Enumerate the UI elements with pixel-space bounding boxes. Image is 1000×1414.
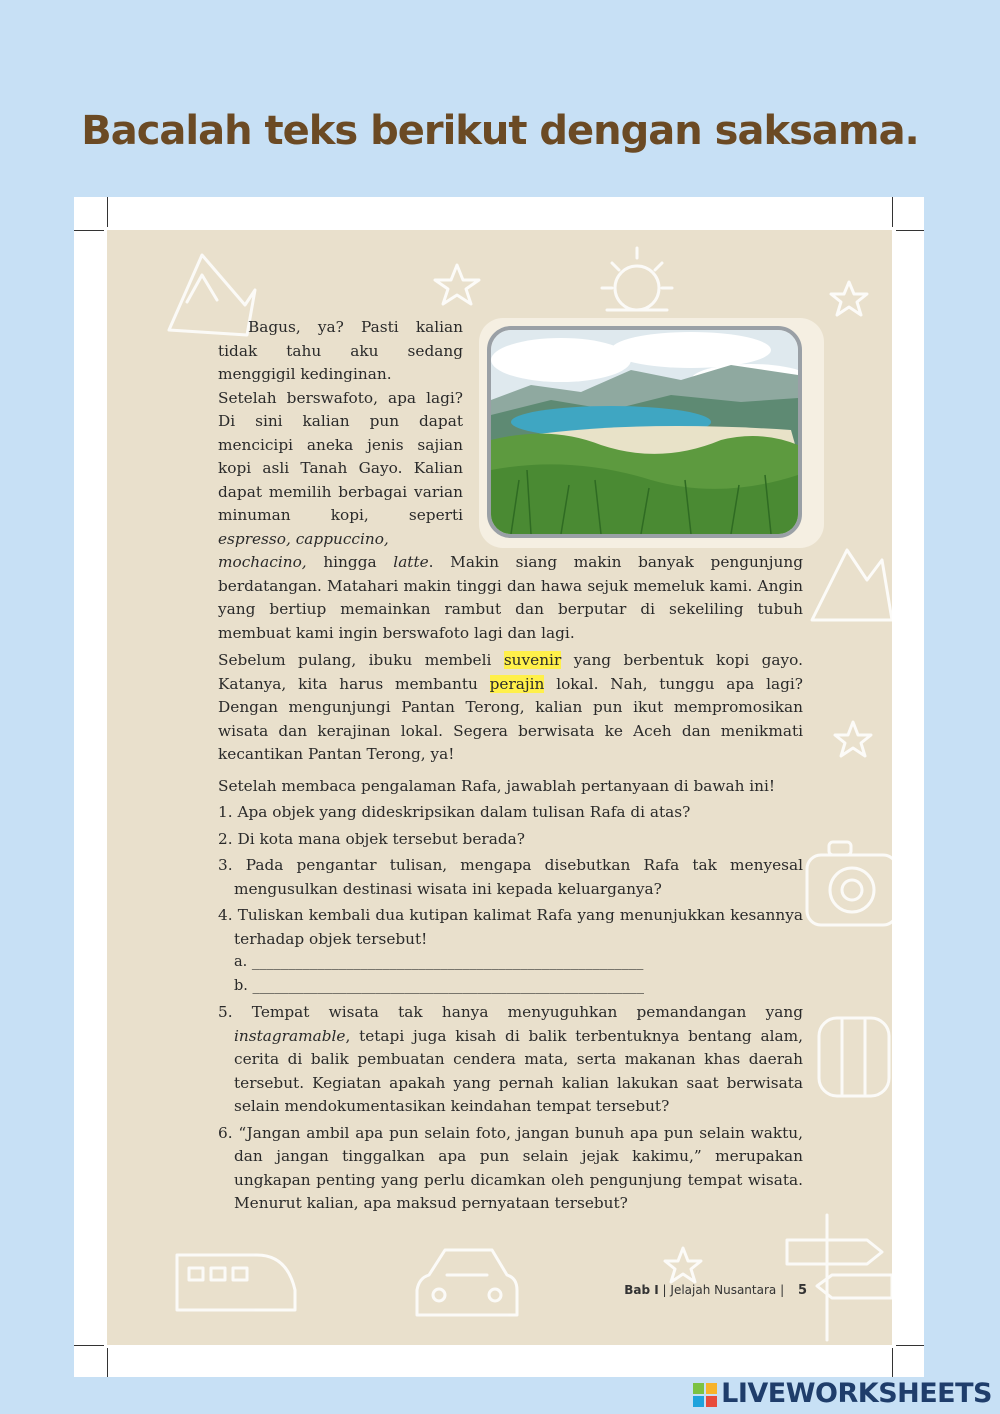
question-text-span: 5. Tempat wisata tak hanya menyuguhkan pemandangan yang <box>218 1003 803 1021</box>
story-paragraph-3 <box>218 649 803 767</box>
chapter-title: | Jelajah Nusantara | <box>662 1283 785 1297</box>
highlighted-word-suvenir: suvenir <box>503 651 562 669</box>
mountain-icon <box>812 550 892 620</box>
italic-term: latte <box>393 553 429 571</box>
star-icon <box>665 1248 701 1282</box>
crop-mark <box>107 1348 108 1377</box>
crop-mark <box>74 230 104 231</box>
brand-text: LIVEWORKSHEETS <box>721 1378 992 1409</box>
question-text-span: , tetapi juga kisah di balik terbentuknya bentang alam, cerita di balik pembuatan cendera mata, serta makanan khas daerah tersebut. Kegiatan apakah yang pernah kalian lakukan saat berwisata selain mendokumentasikan keindahan tempat tersebut? <box>234 1026 803 1115</box>
sun-icon <box>602 248 672 310</box>
story-text-span: yang berbentuk kopi gayo. Katanya, kita harus membantu <box>218 651 803 693</box>
story-text-span: Setelah berswafoto, apa lagi? Di sini kalian pun dapat mencicipi aneka jenis sajian kopi asli Tanah Gayo. Kalian dapat memilih berbagai varian minuman kopi, seperti <box>218 388 463 524</box>
question-4: 4. Tuliskan kembali dua kutipan kalimat Rafa yang menunjukkan kesannya terhadap objek tersebut! <box>218 906 803 948</box>
italic-term: espresso, <box>218 529 291 548</box>
page-footer <box>624 1283 807 1298</box>
liveworksheets-brand <box>693 1378 992 1409</box>
car-icon <box>417 1250 517 1315</box>
questions-section <box>218 775 803 1216</box>
story-paragraph-1: Bagus, ya? Pasti kalian tidak tahu aku sedang menggigil kedinginan. <box>218 318 463 383</box>
crop-mark <box>896 1345 924 1346</box>
book-page <box>107 230 892 1345</box>
italic-term: mochacino, <box>218 553 307 571</box>
answer-line-b[interactable]: b. ______________________________________________________ <box>234 977 645 994</box>
camera-icon <box>807 842 892 925</box>
crop-mark <box>892 197 893 227</box>
story-text <box>218 316 803 1216</box>
star-icon <box>835 722 871 756</box>
crop-mark <box>892 1348 893 1377</box>
story-text-span: hingga <box>323 553 377 571</box>
suitcase-icon <box>819 1018 889 1096</box>
star-icon <box>831 282 867 315</box>
story-text-span: . Makin siang makin banyak pengunjung berdatangan. Matahari makin tinggi dan hawa sejuk memeluk kami. Angin yang bertiup memainkan rambut dan berputar di sekeliling tubuh membuat kami ingin berswafoto lagi dan lagi. <box>218 553 803 642</box>
answer-line-a[interactable]: a. ______________________________________________________ <box>234 954 644 970</box>
liveworksheets-logo-icon <box>693 1383 717 1407</box>
train-icon <box>177 1255 295 1310</box>
crop-mark <box>107 197 108 227</box>
question-6: 6. “Jangan ambil apa pun selain foto, jangan bunuh apa pun selain waktu, dan jangan tinggalkan apa pun selain jejak kakimu,” merupakan ungkapan penting yang perlu dicamkan oleh pengunjung tempat wisata. Menurut kalian, apa maksud pernyataan tersebut? <box>218 1123 803 1212</box>
highlighted-word-perajin: perajin <box>489 674 545 693</box>
story-text-span: lokal. Nah, tunggu apa lagi? Dengan mengunjungi Pantan Terong, kalian pun ikut mempromosikan wisata dan kerajinan lokal. Segera berwisata ke Aceh dan menikmati kecantikan Pantan Terong, ya! <box>218 674 803 763</box>
story-paragraph-2-start <box>218 387 463 552</box>
italic-term: instagramable <box>234 1026 346 1045</box>
story-text-span: Sebelum pulang, ibuku membeli <box>218 651 492 669</box>
signpost-icon <box>787 1215 892 1340</box>
question-5 <box>218 1001 803 1119</box>
questions-intro: Setelah membaca pengalaman Rafa, jawablah pertanyaan di bawah ini! <box>218 776 776 795</box>
chapter-label: Bab I <box>624 1283 659 1297</box>
italic-term: cappuccino, <box>295 529 389 548</box>
story-paragraph-2-continued <box>218 551 803 645</box>
star-icon <box>435 265 479 304</box>
crop-mark <box>896 230 924 231</box>
question-1: 1. Apa objek yang dideskripsikan dalam tulisan Rafa di atas? <box>218 803 691 821</box>
page-number: 5 <box>797 1283 807 1298</box>
question-2: 2. Di kota mana objek tersebut berada? <box>218 829 525 848</box>
worksheet-heading: Bacalah teks berikut dengan saksama. <box>81 108 919 154</box>
crop-mark <box>74 1345 104 1346</box>
question-3: 3. Pada pengantar tulisan, mengapa disebutkan Rafa tak menyesal mengusulkan destinasi wisata ini kepada keluarganya? <box>218 856 803 898</box>
